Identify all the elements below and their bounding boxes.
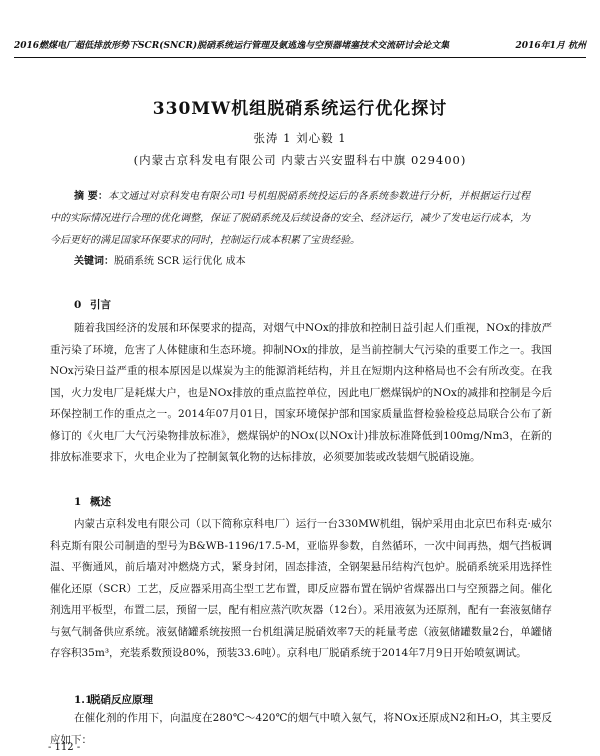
- authors: 张涛 1 刘心毅 1: [253, 131, 347, 145]
- section-number: 0: [74, 299, 82, 311]
- section-title: 概述: [90, 496, 111, 508]
- abstract-text: 本文通过对京科发电有限公司1号机组脱硝系统投运后的各系统参数进行分析，并根据运行过程中的实际情况进行合理的优化调整，保证了脱硝系统及后续设备的安全、经济运行，减少了发电运行成本，为今后更好的满足国家环保要求的同时，控制运行成本积累了宝贵经验。: [50, 191, 530, 246]
- paragraph-overview: 内蒙古京科发电有限公司（以下简称京科电厂）运行一台330MW机组，锅炉采用由北京巴布科克·威尔科克斯有限公司制造的型号为B&WB-1196/17.5-M，亚临界参数，自然循环，一次中间再热，烟气挡板调温、平衡通风，前后墙对冲燃烧方式，紧身封闭，固态排渣，全钢架悬吊结构汽包炉。脱硝系统采用选择性催化还原（SCR）工艺，反应器采用高尘型工艺布置，即反应器布置在锅炉省煤器出口与空预器之间。催化剂选用平板型，布置二层，预留一层，配有相应蒸汽吹灰器（12台）。采用液氨为还原剂，配有一套液氨储存与氨气制备供应系统。液氨储罐系统按照一台机组满足脱硝效率7天的耗量考虑（液氨储罐数量2台，单罐储存容积35m³，充装系数预设80%，预装33.6吨）。京科电厂脱硝系统于2014年7月9日开始喷氨调试。: [50, 518, 552, 659]
- section-number: 1.1: [74, 694, 93, 706]
- header-rule: [14, 57, 586, 58]
- section-heading-principle: [50, 690, 153, 710]
- section-heading-intro: [50, 295, 111, 315]
- section-heading-overview: [50, 492, 111, 512]
- paper-title: 330MW机组脱硝系统运行优化探讨: [152, 99, 448, 119]
- running-header: [14, 40, 586, 52]
- keywords: [50, 252, 530, 272]
- section-title: 引言: [90, 299, 111, 311]
- page-number: - 112 -: [48, 742, 81, 753]
- keywords-label: 关键词：: [74, 256, 114, 267]
- running-header-left: 2016燃煤电厂超低排放形势下SCR(SNCR)脱硝系统运行管理及氨逃逸与空预器堵塞技术交流研讨会论文集: [14, 41, 450, 51]
- keywords-text: 脱硝系统 SCR 运行优化 成本: [114, 256, 246, 267]
- abstract-label: 摘 要：: [74, 191, 109, 202]
- section-number: 1: [74, 496, 82, 508]
- section-title: 脱硝反应原理: [90, 694, 153, 706]
- paragraph-principle: 在催化剂的作用下，向温度在280℃～420℃的烟气中喷入氨气，将NOx还原成N2和H₂O，其主要反应如下：: [50, 712, 552, 746]
- affiliation: (内蒙古京科发电有限公司 内蒙古兴安盟科右中旗 029400): [133, 153, 467, 167]
- running-header-right: 2016年1月 杭州: [515, 41, 586, 51]
- paragraph-intro: 随着我国经济的发展和环保要求的提高，对烟气中NOx的排放和控制日益引起人们重视，NOx的排放严重污染了环境，危害了人体健康和生态环境。抑制NOx的排放，是当前控制大气污染的重要工作之一。我国NOx污染日益严重的根本原因是以煤炭为主的能源消耗结构，并且在短期内这种格局也不会有所改变。在我国，火力发电厂是耗煤大户，也是NOx排放的重点监控单位，因此电厂燃煤锅炉的NOx的减排和控制是今后环保控制工作的重点之一。2014年07月01日，国家环境保护部和国家质量监督检验检疫总局联合公布了新修订的《火电厂大气污染物排放标准》，燃煤锅炉的NOx(以NOx计)排放标准降低到100mg/Nm3，在新的排放标准要求下，火电企业为了控制氮氧化物的达标排放，必须要加装或改装烟气脱硝设施。: [50, 322, 552, 463]
- abstract: [50, 186, 530, 252]
